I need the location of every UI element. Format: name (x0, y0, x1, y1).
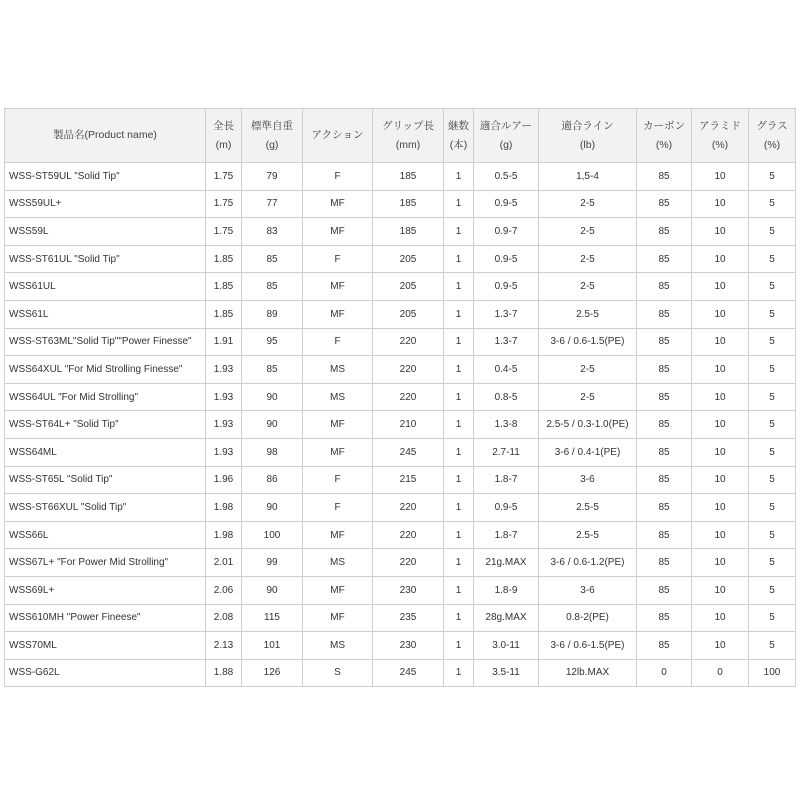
cell-glass: 100 (749, 659, 796, 687)
cell-action: MF (303, 300, 373, 328)
cell-lure-weight: 0.5-5 (474, 163, 539, 191)
cell-product-name: WSS-ST66XUL "Solid Tip" (5, 494, 206, 522)
cell-carbon: 85 (637, 576, 692, 604)
header-action: アクション (303, 109, 373, 163)
cell-grip-length: 230 (373, 632, 444, 660)
header-weight: 標準自重 (g) (242, 109, 303, 163)
cell-grip-length: 235 (373, 604, 444, 632)
cell-lure-weight: 0.9-5 (474, 494, 539, 522)
header-lure-weight: 適合ルアー (g) (474, 109, 539, 163)
cell-lure-weight: 1.3-7 (474, 328, 539, 356)
cell-pieces: 1 (444, 383, 474, 411)
cell-carbon: 85 (637, 466, 692, 494)
cell-length: 1.85 (206, 300, 242, 328)
cell-grip-length: 185 (373, 190, 444, 218)
cell-pieces: 1 (444, 576, 474, 604)
cell-aramid: 10 (692, 356, 749, 384)
cell-grip-length: 220 (373, 494, 444, 522)
cell-length: 1.85 (206, 273, 242, 301)
cell-carbon: 85 (637, 328, 692, 356)
cell-lure-weight: 21g.MAX (474, 549, 539, 577)
header-line-weight: 適合ライン (lb) (539, 109, 637, 163)
cell-line-weight: 2.5-5 (539, 494, 637, 522)
table-row (5, 659, 796, 687)
cell-product-name: WSS64ML (5, 438, 206, 466)
cell-length: 1.98 (206, 521, 242, 549)
cell-glass: 5 (749, 576, 796, 604)
cell-aramid: 10 (692, 163, 749, 191)
cell-action: MS (303, 632, 373, 660)
cell-product-name: WSS64UL "For Mid Strolling" (5, 383, 206, 411)
table-row (5, 604, 796, 632)
cell-aramid: 10 (692, 521, 749, 549)
cell-pieces: 1 (444, 466, 474, 494)
cell-line-weight: 3-6 (539, 576, 637, 604)
table-row (5, 549, 796, 577)
cell-aramid: 10 (692, 494, 749, 522)
cell-carbon: 85 (637, 190, 692, 218)
cell-glass: 5 (749, 273, 796, 301)
header-product-name: 製品名(Product name) (5, 109, 206, 163)
cell-weight: 86 (242, 466, 303, 494)
cell-product-name: WSS59L (5, 218, 206, 246)
cell-lure-weight: 3.5-11 (474, 659, 539, 687)
cell-weight: 90 (242, 494, 303, 522)
cell-product-name: WSS64XUL "For Mid Strolling Finesse" (5, 356, 206, 384)
cell-grip-length: 210 (373, 411, 444, 439)
cell-line-weight: 2-5 (539, 218, 637, 246)
cell-product-name: WSS-G62L (5, 659, 206, 687)
header-aramid: アラミド (%) (692, 109, 749, 163)
cell-pieces: 1 (444, 273, 474, 301)
table-row (5, 521, 796, 549)
cell-weight: 95 (242, 328, 303, 356)
cell-carbon: 85 (637, 438, 692, 466)
table-row (5, 383, 796, 411)
cell-grip-length: 205 (373, 273, 444, 301)
cell-glass: 5 (749, 604, 796, 632)
cell-action: MS (303, 549, 373, 577)
cell-lure-weight: 1.8-7 (474, 466, 539, 494)
cell-length: 1.98 (206, 494, 242, 522)
cell-pieces: 1 (444, 632, 474, 660)
cell-length: 1.88 (206, 659, 242, 687)
cell-aramid: 10 (692, 190, 749, 218)
cell-lure-weight: 0.8-5 (474, 383, 539, 411)
header-pieces: 継数 (本) (444, 109, 474, 163)
cell-action: MF (303, 521, 373, 549)
cell-product-name: WSS-ST59UL "Solid Tip" (5, 163, 206, 191)
cell-length: 2.13 (206, 632, 242, 660)
cell-line-weight: 2.5-5 (539, 300, 637, 328)
cell-length: 1.93 (206, 438, 242, 466)
cell-product-name: WSS70ML (5, 632, 206, 660)
cell-action: MF (303, 190, 373, 218)
cell-grip-length: 245 (373, 438, 444, 466)
cell-glass: 5 (749, 521, 796, 549)
cell-length: 1.75 (206, 163, 242, 191)
cell-line-weight: 12lb.MAX (539, 659, 637, 687)
cell-carbon: 85 (637, 383, 692, 411)
cell-grip-length: 220 (373, 549, 444, 577)
cell-carbon: 85 (637, 411, 692, 439)
cell-action: MF (303, 604, 373, 632)
cell-action: MS (303, 383, 373, 411)
table-row (5, 632, 796, 660)
cell-lure-weight: 1.8-7 (474, 521, 539, 549)
cell-weight: 90 (242, 411, 303, 439)
cell-carbon: 85 (637, 273, 692, 301)
cell-weight: 101 (242, 632, 303, 660)
cell-lure-weight: 1.3-7 (474, 300, 539, 328)
cell-grip-length: 205 (373, 245, 444, 273)
table-row (5, 328, 796, 356)
cell-length: 2.01 (206, 549, 242, 577)
cell-glass: 5 (749, 245, 796, 273)
cell-pieces: 1 (444, 218, 474, 246)
cell-grip-length: 220 (373, 356, 444, 384)
table-row (5, 273, 796, 301)
cell-grip-length: 245 (373, 659, 444, 687)
cell-product-name: WSS61L (5, 300, 206, 328)
cell-lure-weight: 3.0-11 (474, 632, 539, 660)
cell-lure-weight: 0.4-5 (474, 356, 539, 384)
cell-weight: 90 (242, 383, 303, 411)
cell-glass: 5 (749, 466, 796, 494)
cell-grip-length: 185 (373, 163, 444, 191)
cell-carbon: 85 (637, 604, 692, 632)
cell-glass: 5 (749, 190, 796, 218)
cell-weight: 77 (242, 190, 303, 218)
cell-lure-weight: 0.9-5 (474, 190, 539, 218)
cell-product-name: WSS-ST63ML"Solid Tip""Power Finesse" (5, 328, 206, 356)
cell-carbon: 85 (637, 356, 692, 384)
cell-weight: 89 (242, 300, 303, 328)
table-row (5, 163, 796, 191)
cell-pieces: 1 (444, 190, 474, 218)
table-row (5, 190, 796, 218)
table-row (5, 218, 796, 246)
cell-weight: 85 (242, 273, 303, 301)
cell-grip-length: 220 (373, 383, 444, 411)
cell-length: 1.91 (206, 328, 242, 356)
cell-action: MS (303, 356, 373, 384)
cell-action: F (303, 466, 373, 494)
cell-action: F (303, 245, 373, 273)
cell-product-name: WSS67L+ "For Power Mid Strolling" (5, 549, 206, 577)
cell-lure-weight: 28g.MAX (474, 604, 539, 632)
cell-pieces: 1 (444, 328, 474, 356)
cell-line-weight: 3-6 / 0.4-1(PE) (539, 438, 637, 466)
cell-product-name: WSS-ST65L "Solid Tip" (5, 466, 206, 494)
table-row (5, 300, 796, 328)
cell-action: MF (303, 218, 373, 246)
cell-pieces: 1 (444, 521, 474, 549)
cell-weight: 126 (242, 659, 303, 687)
cell-carbon: 85 (637, 218, 692, 246)
cell-aramid: 10 (692, 438, 749, 466)
cell-pieces: 1 (444, 438, 474, 466)
cell-pieces: 1 (444, 300, 474, 328)
cell-lure-weight: 0.9-5 (474, 273, 539, 301)
cell-length: 1.93 (206, 383, 242, 411)
cell-line-weight: 3-6 / 0.6-1.5(PE) (539, 328, 637, 356)
cell-weight: 85 (242, 245, 303, 273)
cell-aramid: 10 (692, 383, 749, 411)
table-row (5, 494, 796, 522)
cell-action: S (303, 659, 373, 687)
cell-length: 1.93 (206, 356, 242, 384)
cell-pieces: 1 (444, 604, 474, 632)
cell-weight: 99 (242, 549, 303, 577)
cell-lure-weight: 2.7-11 (474, 438, 539, 466)
cell-weight: 79 (242, 163, 303, 191)
cell-line-weight: 2-5 (539, 383, 637, 411)
cell-glass: 5 (749, 328, 796, 356)
cell-pieces: 1 (444, 549, 474, 577)
cell-length: 2.06 (206, 576, 242, 604)
cell-carbon: 85 (637, 494, 692, 522)
cell-glass: 5 (749, 494, 796, 522)
cell-line-weight: 3-6 / 0.6-1.2(PE) (539, 549, 637, 577)
table-body (5, 163, 796, 687)
cell-aramid: 10 (692, 218, 749, 246)
cell-length: 1.75 (206, 218, 242, 246)
table-row (5, 411, 796, 439)
cell-line-weight: 3-6 (539, 466, 637, 494)
cell-grip-length: 215 (373, 466, 444, 494)
cell-line-weight: 2-5 (539, 356, 637, 384)
cell-length: 2.08 (206, 604, 242, 632)
cell-action: F (303, 494, 373, 522)
cell-carbon: 85 (637, 632, 692, 660)
cell-length: 1.96 (206, 466, 242, 494)
cell-line-weight: 2-5 (539, 273, 637, 301)
cell-aramid: 10 (692, 604, 749, 632)
cell-pieces: 1 (444, 356, 474, 384)
cell-carbon: 85 (637, 245, 692, 273)
cell-pieces: 1 (444, 411, 474, 439)
cell-lure-weight: 1.3-8 (474, 411, 539, 439)
cell-glass: 5 (749, 438, 796, 466)
cell-pieces: 1 (444, 245, 474, 273)
cell-carbon: 85 (637, 300, 692, 328)
cell-action: MF (303, 438, 373, 466)
cell-weight: 85 (242, 356, 303, 384)
table-row (5, 576, 796, 604)
cell-line-weight: 0.8-2(PE) (539, 604, 637, 632)
table-row (5, 356, 796, 384)
cell-aramid: 10 (692, 300, 749, 328)
cell-length: 1.85 (206, 245, 242, 273)
cell-aramid: 10 (692, 549, 749, 577)
cell-length: 1.75 (206, 190, 242, 218)
cell-weight: 83 (242, 218, 303, 246)
cell-action: MF (303, 273, 373, 301)
cell-aramid: 10 (692, 411, 749, 439)
cell-line-weight: 3-6 / 0.6-1.5(PE) (539, 632, 637, 660)
cell-glass: 5 (749, 383, 796, 411)
cell-weight: 90 (242, 576, 303, 604)
cell-aramid: 10 (692, 576, 749, 604)
header-row (5, 109, 796, 163)
cell-grip-length: 220 (373, 521, 444, 549)
cell-carbon: 85 (637, 163, 692, 191)
cell-action: F (303, 328, 373, 356)
table-row (5, 438, 796, 466)
cell-grip-length: 185 (373, 218, 444, 246)
table-row (5, 466, 796, 494)
spec-table (4, 108, 796, 687)
cell-weight: 98 (242, 438, 303, 466)
cell-grip-length: 205 (373, 300, 444, 328)
cell-grip-length: 230 (373, 576, 444, 604)
cell-lure-weight: 0.9-7 (474, 218, 539, 246)
cell-line-weight: 1,5-4 (539, 163, 637, 191)
cell-aramid: 10 (692, 328, 749, 356)
header-grip-length: グリップ長 (mm) (373, 109, 444, 163)
cell-carbon: 85 (637, 549, 692, 577)
cell-line-weight: 2.5-5 (539, 521, 637, 549)
cell-product-name: WSS-ST64L+ "Solid Tip" (5, 411, 206, 439)
cell-lure-weight: 0.9-5 (474, 245, 539, 273)
table-row (5, 245, 796, 273)
cell-action: MF (303, 576, 373, 604)
cell-line-weight: 2.5-5 / 0.3-1.0(PE) (539, 411, 637, 439)
cell-product-name: WSS59UL+ (5, 190, 206, 218)
cell-pieces: 1 (444, 494, 474, 522)
cell-aramid: 10 (692, 632, 749, 660)
cell-glass: 5 (749, 632, 796, 660)
cell-glass: 5 (749, 356, 796, 384)
cell-pieces: 1 (444, 659, 474, 687)
cell-product-name: WSS69L+ (5, 576, 206, 604)
cell-weight: 115 (242, 604, 303, 632)
cell-aramid: 10 (692, 245, 749, 273)
cell-glass: 5 (749, 411, 796, 439)
cell-line-weight: 2-5 (539, 190, 637, 218)
cell-pieces: 1 (444, 163, 474, 191)
cell-carbon: 0 (637, 659, 692, 687)
cell-glass: 5 (749, 163, 796, 191)
header-glass: グラス (%) (749, 109, 796, 163)
cell-aramid: 10 (692, 273, 749, 301)
cell-product-name: WSS610MH "Power Fineese" (5, 604, 206, 632)
cell-carbon: 85 (637, 521, 692, 549)
cell-weight: 100 (242, 521, 303, 549)
cell-lure-weight: 1.8-9 (474, 576, 539, 604)
cell-glass: 5 (749, 218, 796, 246)
cell-aramid: 0 (692, 659, 749, 687)
cell-glass: 5 (749, 300, 796, 328)
header-length: 全長 (m) (206, 109, 242, 163)
cell-line-weight: 2-5 (539, 245, 637, 273)
header-carbon: カーボン (%) (637, 109, 692, 163)
cell-action: F (303, 163, 373, 191)
cell-glass: 5 (749, 549, 796, 577)
cell-product-name: WSS66L (5, 521, 206, 549)
cell-grip-length: 220 (373, 328, 444, 356)
cell-length: 1.93 (206, 411, 242, 439)
cell-product-name: WSS61UL (5, 273, 206, 301)
cell-action: MF (303, 411, 373, 439)
cell-product-name: WSS-ST61UL "Solid Tip" (5, 245, 206, 273)
cell-aramid: 10 (692, 466, 749, 494)
